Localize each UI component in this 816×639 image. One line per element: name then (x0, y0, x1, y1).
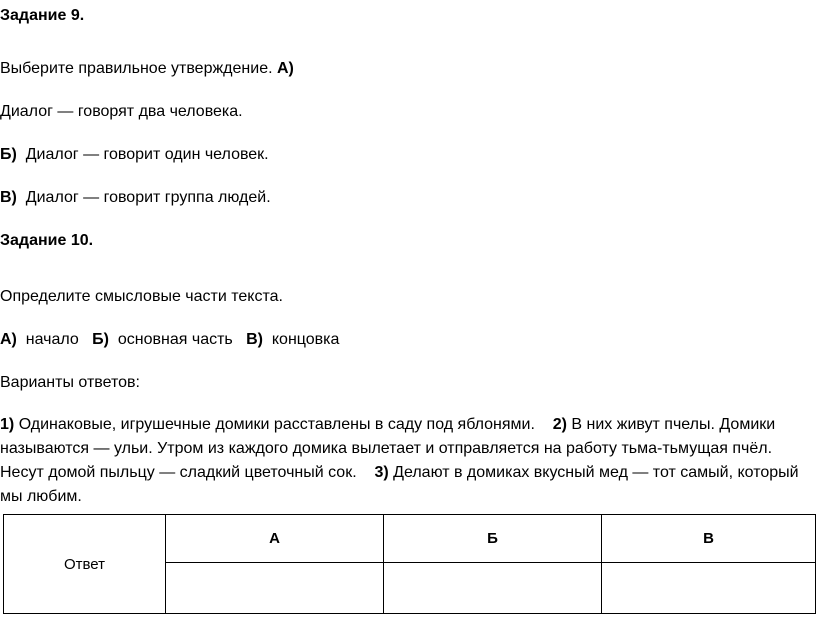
part-a-text: начало (25, 331, 79, 348)
column-header-a: А (166, 515, 384, 563)
task9-option-a-text: Диалог — говорят два человека. (0, 103, 243, 120)
answer-cell-b[interactable] (384, 563, 602, 614)
table-header-row (4, 515, 816, 563)
answer-row-label: Ответ (4, 515, 166, 614)
part-c-label: В) (246, 331, 263, 348)
variant-2-text: В них живут пчелы. Домики называются — ульи. Утром из каждого домика вылетает и отправляется на работу тьма-тьмущая пчёл. Несут домой пыльцу — сладкий цветочный сок. (0, 416, 776, 481)
task9-option-b (0, 145, 269, 165)
task10-question: Определите смысловые части текста. (0, 288, 283, 305)
task9-option-b-text: Диалог — говорит один человек. (25, 146, 269, 163)
column-header-c: В (602, 515, 816, 563)
variants-title: Варианты ответов: (0, 374, 140, 391)
variant-1-num: 1) (0, 416, 15, 433)
task10-title: Задание 10. (0, 232, 94, 249)
variant-2-num: 2) (552, 416, 567, 433)
part-b-label: Б) (92, 331, 109, 348)
task9-option-c-text: Диалог — говорит группа людей. (25, 189, 271, 206)
variants-paragraph (0, 413, 814, 509)
variant-1-text: Одинаковые, игрушечные домики расставлены в саду под яблонями. (18, 416, 535, 433)
column-header-b: Б (384, 515, 602, 563)
task9-option-a-label: А) (276, 60, 294, 77)
answer-cell-a[interactable] (166, 563, 384, 614)
part-a-label: А) (0, 331, 17, 348)
answer-cell-c[interactable] (602, 563, 816, 614)
task9-option-b-label: Б) (0, 146, 17, 163)
part-c-text: концовка (271, 331, 340, 348)
part-b-text: основная часть (117, 331, 233, 348)
task10-parts (0, 330, 339, 350)
variant-3-num: 3) (374, 464, 389, 481)
task9-title: Задание 9. (0, 7, 85, 24)
task9-question-text: Выберите правильное утверждение. (0, 60, 273, 77)
task9-option-c-label: В) (0, 189, 17, 206)
answer-table (3, 514, 816, 614)
task9-option-c (0, 188, 271, 208)
variant-3-text: Делают в домиках вкусный мед — тот самый, который мы любим. (0, 464, 799, 505)
task9-question (0, 59, 294, 79)
